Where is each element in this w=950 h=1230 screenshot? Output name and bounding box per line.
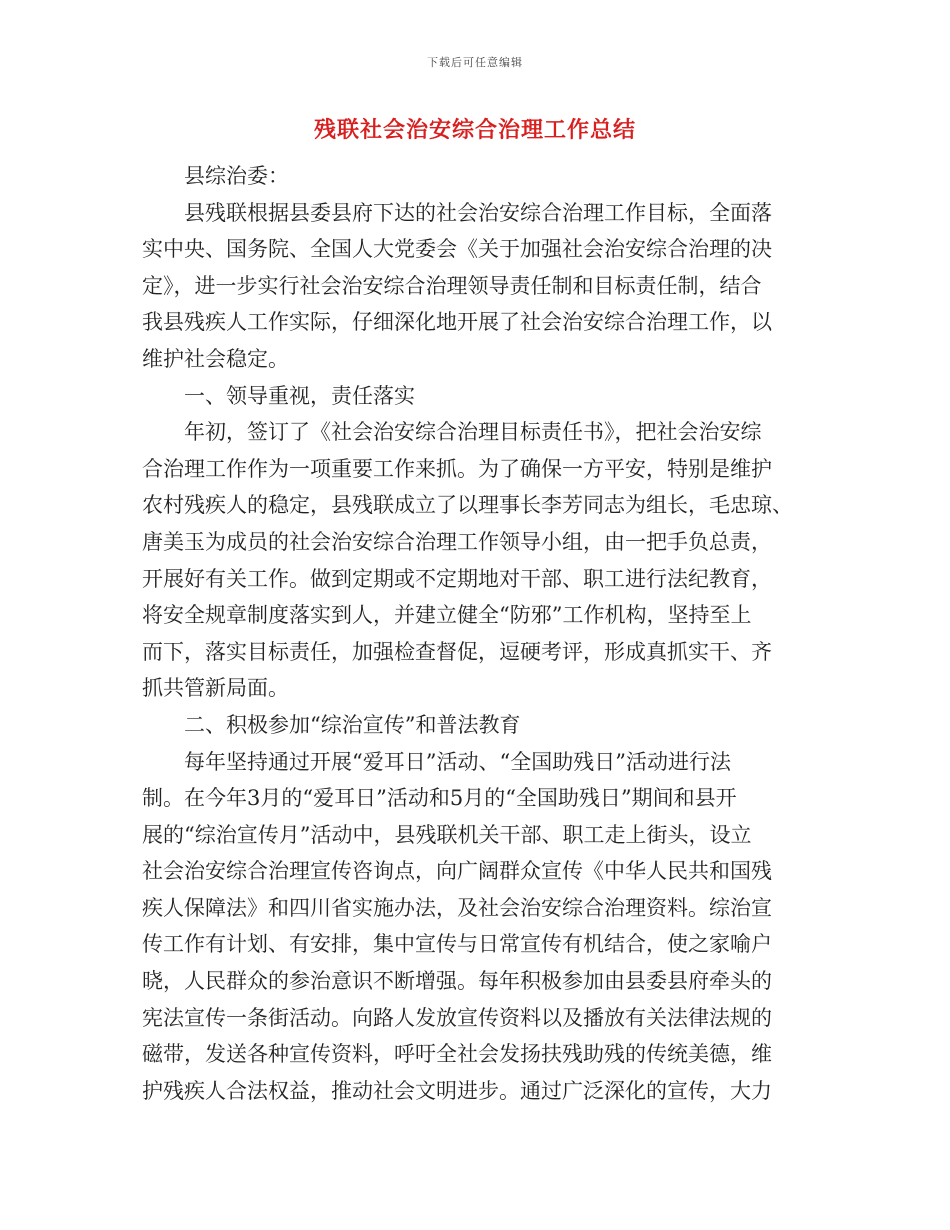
body-line: 实中央、国务院、全国人大党委会《关于加强社会治安综合治理的决 (142, 237, 772, 262)
body-line: 我县残疾人工作实际，仔细深化地开展了社会治安综合治理工作，以 (142, 310, 772, 335)
body-line: 传工作有计划、有安排，集中宣传与日常宣传有机结合，使之家喻户 (142, 932, 772, 957)
body-line: 定》，进一步实行社会治安综合治理领导责任制和目标责任制，结合 (142, 273, 762, 298)
page-header-note: 下载后可任意编辑 (427, 56, 523, 69)
body-line: 疾人保障法》和四川省实施办法，及社会治安综合治理资料。综治宣 (142, 895, 772, 920)
body-line: 制。在今年3月的“爱耳日”活动和5月的“全国助残日”期间和县开 (142, 786, 737, 811)
document-body (142, 158, 812, 1109)
body-line: 将安全规章制度落实到人，并建立健全“防邪”工作机构，坚持至上 (142, 603, 752, 628)
body-line: 唐美玉为成员的社会治安综合治理工作领导小组，由一把手负总责， (142, 529, 772, 554)
body-line: 开展好有关工作。做到定期或不定期地对干部、职工进行法纪教育， (142, 566, 772, 591)
body-line: 每年坚持通过开展“爱耳日”活动、“全国助残日”活动进行法 (184, 749, 731, 774)
body-line: 展的“综治宣传月”活动中，县残联机关干部、职工走上街头，设立 (142, 822, 752, 847)
body-line: 而下，落实目标责任，加强检查督促，逗硬考评，形成真抓实干、齐 (142, 639, 772, 664)
section-heading-1: 一、领导重视，责任落实 (184, 383, 415, 408)
body-line: 晓，人民群众的参治意识不断增强。每年积极参加由县委县府牵头的 (142, 969, 772, 994)
body-line: 维护社会稳定。 (142, 346, 289, 371)
salutation-line: 县综治委： (184, 164, 289, 188)
body-line: 社会治安综合治理宣传咨询点，向广阔群众宣传《中华人民共和国残 (142, 859, 772, 884)
body-line: 年初，签订了《社会治安综合治理目标责任书》，把社会治安综 (184, 420, 762, 445)
body-line: 农村残疾人的稳定，县残联成立了以理事长李芳同志为组长，毛忠琼、 (142, 493, 793, 518)
document-title: 残联社会治安综合治理工作总结 (313, 118, 636, 143)
body-line: 宪法宣传一条街活动。向路人发放宣传资料以及播放有关法律法规的 (142, 1005, 772, 1030)
body-line: 磁带，发送各种宣传资料，呼吁全社会发扬扶残助残的传统美德，维 (142, 1042, 772, 1067)
body-line: 合治理工作作为一项重要工作来抓。为了确保一方平安，特别是维护 (142, 456, 772, 481)
section-heading-2: 二、积极参加“综治宣传”和普法教育 (184, 712, 521, 737)
body-line: 县残联根据县委县府下达的社会治安综合治理工作目标，全面落 (184, 200, 772, 225)
body-line: 抓共管新局面。 (142, 676, 289, 701)
body-line: 护残疾人合法权益，推动社会文明进步。通过广泛深化的宣传，大力 (142, 1078, 772, 1103)
